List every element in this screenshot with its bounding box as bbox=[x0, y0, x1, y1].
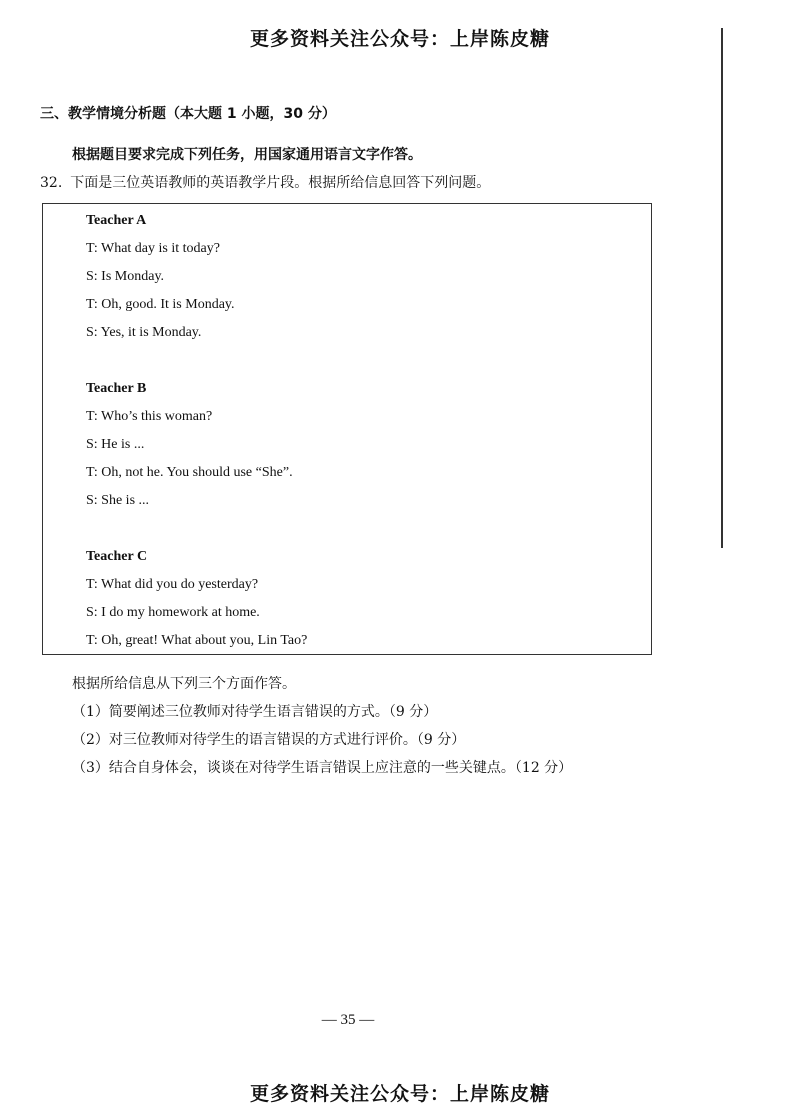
task-item: （3）结合自身体会，谈谈在对待学生语言错误上应注意的一些关键点。（12 分） bbox=[72, 760, 573, 776]
question-text: 下面是三位英语教师的英语教学片段。根据所给信息回答下列问题。 bbox=[70, 175, 491, 191]
task-item: （2）对三位教师对待学生的语言错误的方式进行评价。（9 分） bbox=[72, 732, 466, 748]
question-number: 32. bbox=[40, 175, 63, 191]
question-line bbox=[40, 172, 490, 192]
teacher-c-line: S: I do my homework at home. bbox=[86, 605, 260, 620]
scan-edge-divider bbox=[721, 28, 723, 548]
teacher-a-line: S: Yes, it is Monday. bbox=[86, 325, 202, 340]
section-title: 三、教学情境分析题（本大题 1 小题，30 分） bbox=[40, 106, 336, 122]
task-item: （1）简要阐述三位教师对待学生语言错误的方式。（9 分） bbox=[72, 704, 438, 720]
teacher-b-line: S: He is ... bbox=[86, 437, 145, 452]
teacher-c-line: T: What did you do yesterday? bbox=[86, 577, 259, 592]
follow-up-instruction: 根据所给信息从下列三个方面作答。 bbox=[72, 676, 296, 692]
instruction-text: 根据题目要求完成下列任务，用国家通用语言文字作答。 bbox=[72, 147, 422, 163]
teacher-a-line: T: Oh, good. It is Monday. bbox=[86, 297, 235, 312]
teacher-c-line: T: Oh, great! What about you, Lin Tao? bbox=[86, 633, 308, 648]
teacher-a-heading: Teacher A bbox=[86, 213, 147, 228]
teacher-b-line: S: She is ... bbox=[86, 493, 150, 508]
teacher-c-heading: Teacher C bbox=[86, 549, 148, 564]
top-banner: 更多资料关注公众号：上岸陈皮糖 bbox=[249, 28, 550, 50]
teacher-b-heading: Teacher B bbox=[86, 381, 147, 396]
teacher-a-line: T: What day is it today? bbox=[86, 241, 220, 256]
teacher-b-line: T: Oh, not he. You should use “She”. bbox=[86, 465, 293, 480]
bottom-banner: 更多资料关注公众号：上岸陈皮糖 bbox=[249, 1083, 550, 1105]
page-number: — 35 — bbox=[321, 1012, 375, 1028]
teacher-b-line: T: Who’s this woman? bbox=[86, 409, 213, 424]
teacher-a-line: S: Is Monday. bbox=[86, 269, 165, 284]
